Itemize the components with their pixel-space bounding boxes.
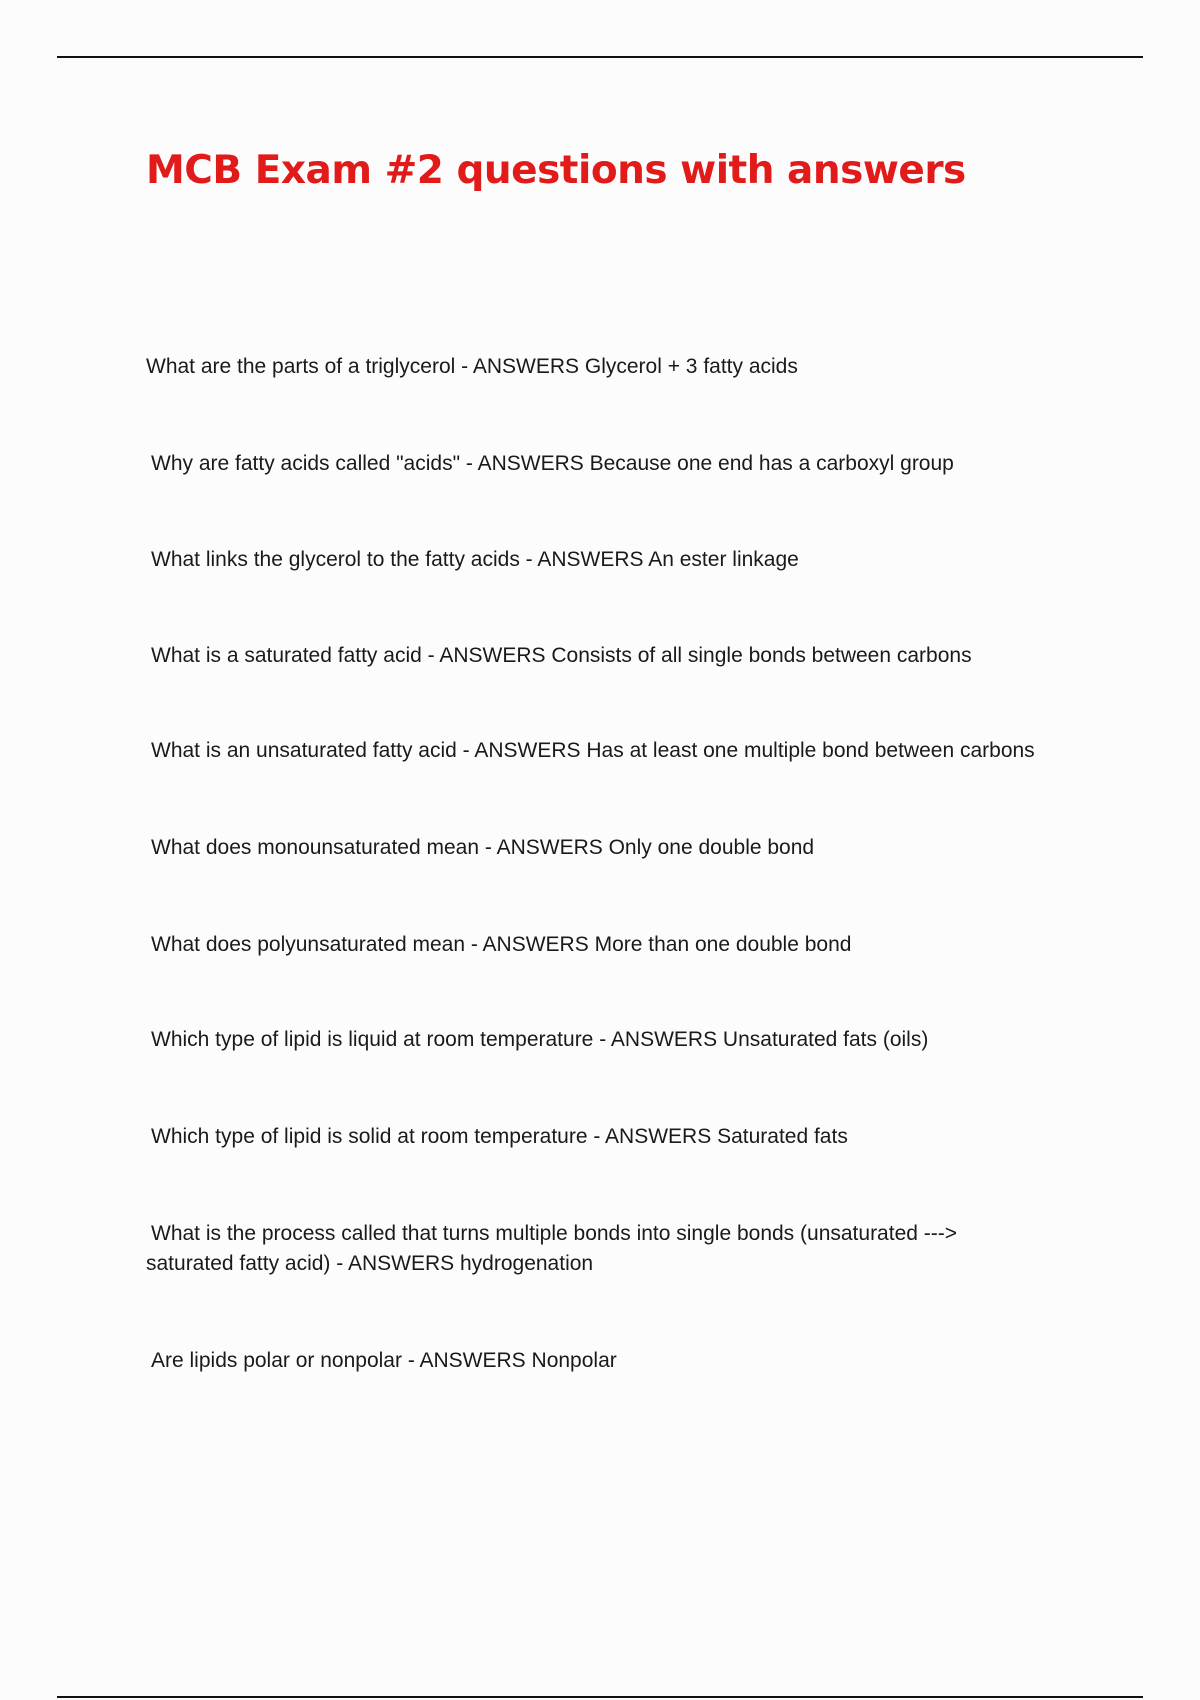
- qa-item-8: [146, 1025, 1106, 1055]
- qa-item-11: [146, 1346, 1106, 1376]
- separator: [455, 355, 473, 378]
- answer-marker: ANSWERS: [496, 836, 603, 859]
- qa-item-2: [146, 449, 1106, 479]
- separator: [457, 739, 475, 762]
- answer-marker: ANSWERS: [482, 933, 589, 956]
- answer: More than one double bond: [594, 933, 852, 956]
- qa-item-9: [146, 1122, 1106, 1152]
- separator: [330, 1252, 348, 1275]
- qa-item-10: [146, 1219, 1026, 1279]
- qa-item-3: [146, 545, 1106, 575]
- qa-item-1: [146, 352, 1106, 382]
- question: What is the process called that turns multiple bonds into single bonds (unsaturated ---> saturated fatty acid): [146, 1222, 958, 1275]
- answer-marker: ANSWERS: [439, 644, 546, 667]
- answer: Because one end has a carboxyl group: [589, 452, 954, 475]
- question: Why are fatty acids called "acids": [151, 452, 461, 475]
- qa-item-7: [146, 930, 1106, 960]
- document-title: MCB Exam #2 questions with answers: [146, 148, 966, 193]
- question: What does polyunsaturated mean: [151, 933, 466, 956]
- qa-item-6: [146, 833, 1106, 863]
- question: Which type of lipid is solid at room temperature: [151, 1125, 588, 1148]
- separator: [593, 1028, 611, 1051]
- answer: Nonpolar: [531, 1349, 617, 1372]
- separator: [402, 1349, 420, 1372]
- separator: [588, 1125, 606, 1148]
- separator: [465, 933, 483, 956]
- footer-rule: [57, 1696, 1143, 1698]
- separator: [422, 644, 440, 667]
- separator: [479, 836, 497, 859]
- answer: Consists of all single bonds between carbons: [551, 644, 972, 667]
- answer-marker: ANSWERS: [474, 739, 581, 762]
- answer: Only one double bond: [608, 836, 815, 859]
- question: What links the glycerol to the fatty acids: [151, 548, 520, 571]
- question: What does monounsaturated mean: [151, 836, 480, 859]
- answer: Has at least one multiple bond between carbons: [586, 739, 1035, 762]
- answer: hydrogenation: [459, 1252, 594, 1275]
- question: Are lipids polar or nonpolar: [151, 1349, 402, 1372]
- header-rule: [57, 56, 1143, 58]
- answer-marker: ANSWERS: [419, 1349, 526, 1372]
- answer-marker: ANSWERS: [610, 1028, 718, 1051]
- answer-marker: ANSWERS: [537, 548, 644, 571]
- qa-item-5: [146, 736, 1106, 766]
- answer-marker: ANSWERS: [347, 1252, 455, 1275]
- answer-marker: ANSWERS: [605, 1125, 712, 1148]
- answer: Glycerol + 3 fatty acids: [584, 355, 798, 378]
- question: What is a saturated fatty acid: [151, 644, 422, 667]
- answer: Unsaturated fats (oils): [722, 1028, 929, 1051]
- question: What are the parts of a triglycerol: [146, 355, 456, 378]
- answer-marker: ANSWERS: [477, 452, 584, 475]
- answer: Saturated fats: [717, 1125, 848, 1148]
- qa-item-4: [146, 641, 1106, 671]
- question: Which type of lipid is liquid at room temperature: [151, 1028, 594, 1051]
- question: What is an unsaturated fatty acid: [151, 739, 457, 762]
- answer-marker: ANSWERS: [472, 355, 580, 378]
- separator: [460, 452, 478, 475]
- answer: An ester linkage: [648, 548, 799, 571]
- separator: [520, 548, 538, 571]
